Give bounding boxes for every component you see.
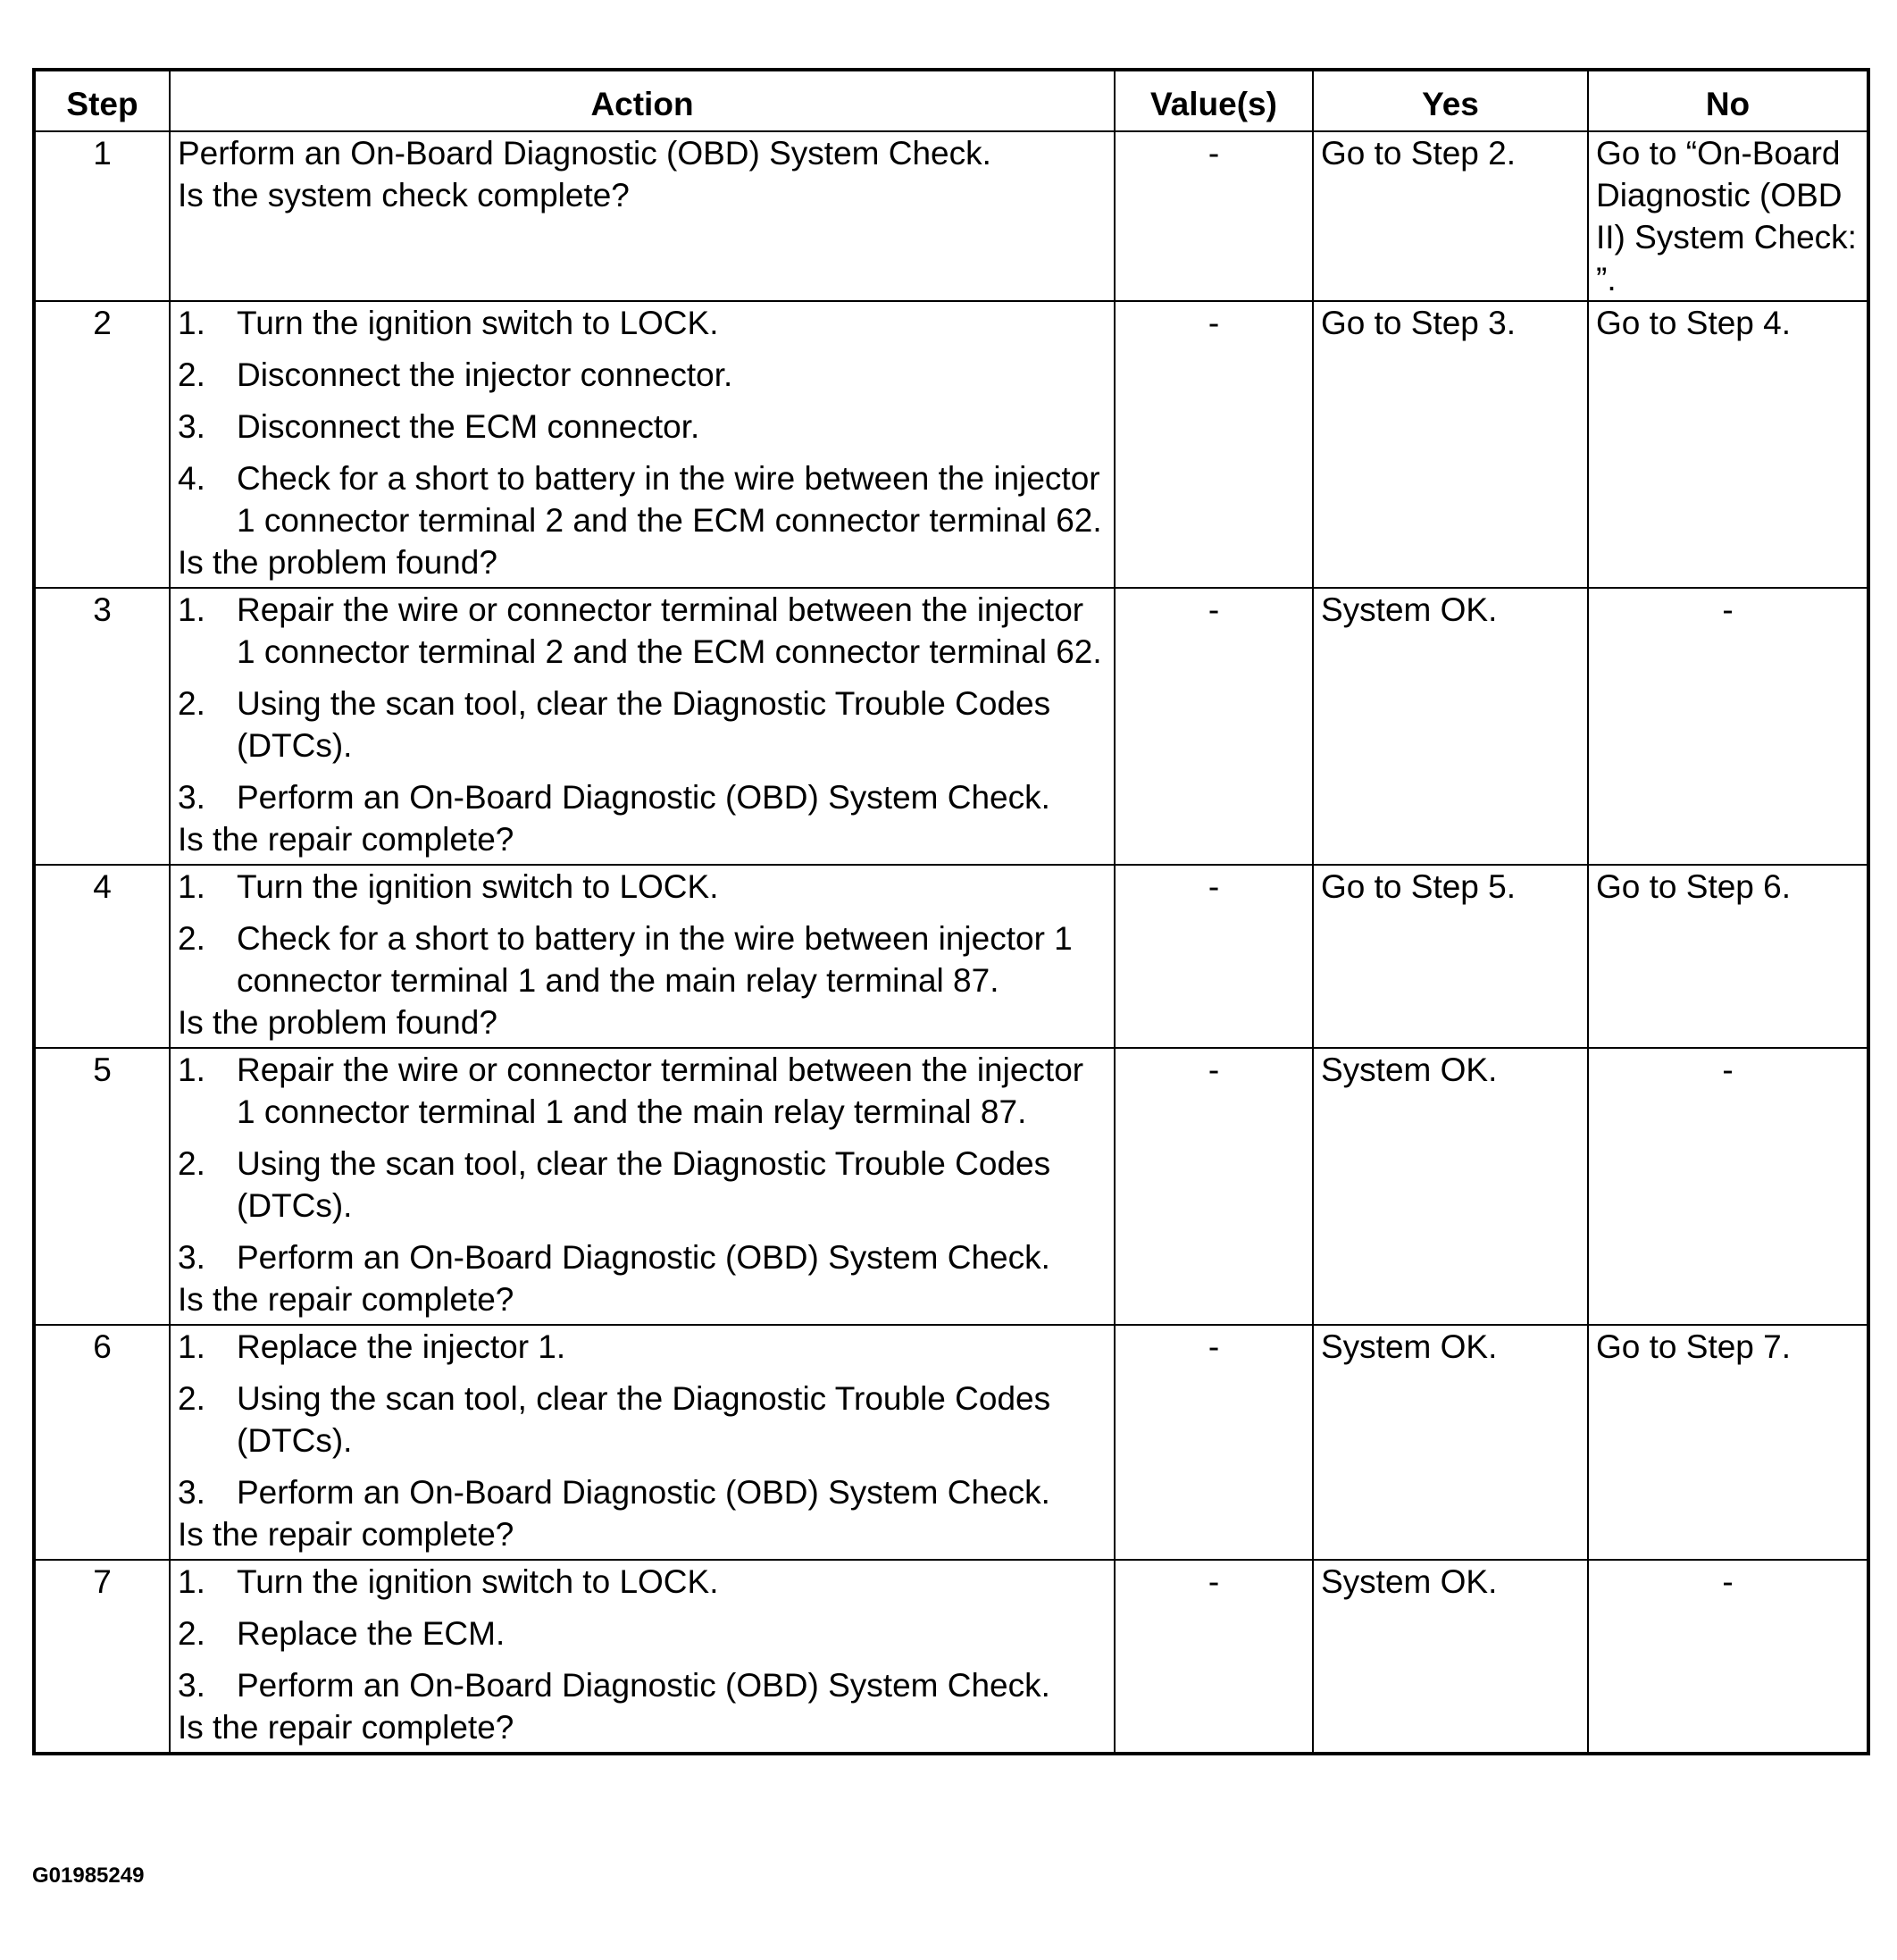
list-item	[178, 406, 1107, 448]
list-item-number: 2.	[178, 356, 205, 393]
action-question: Is the repair complete?	[178, 1281, 514, 1318]
list-item-number: 3.	[178, 1474, 205, 1511]
list-item-number: 3.	[178, 779, 205, 816]
list-item-number: 1.	[178, 868, 205, 905]
step-number: 1	[34, 131, 170, 301]
no-cell: Go to Step 6.	[1588, 865, 1868, 1048]
value-cell: -	[1115, 131, 1313, 301]
action-steps-list	[178, 302, 1107, 541]
list-item	[178, 1561, 1107, 1603]
yes-cell: System OK.	[1313, 1560, 1588, 1754]
table-row	[34, 865, 1868, 1048]
list-item-number: 3.	[178, 1239, 205, 1276]
list-item-text: Repair the wire or connector terminal between the injector 1 connector terminal 1 and the main relay terminal 87.	[237, 1051, 1084, 1130]
no-cell: -	[1588, 1560, 1868, 1754]
list-item	[178, 354, 1107, 396]
value-cell: -	[1115, 1048, 1313, 1325]
step-number: 5	[34, 1048, 170, 1325]
list-item-text: Turn the ignition switch to LOCK.	[237, 305, 719, 341]
action-steps-list	[178, 589, 1107, 818]
header-values: Value(s)	[1115, 70, 1313, 131]
table-row	[34, 1325, 1868, 1560]
list-item-text: Using the scan tool, clear the Diagnostic Trouble Codes (DTCs).	[237, 1380, 1051, 1459]
list-item-text: Disconnect the injector connector.	[237, 356, 733, 393]
value-cell: -	[1115, 588, 1313, 865]
header-yes: Yes	[1313, 70, 1588, 131]
yes-cell: System OK.	[1313, 1048, 1588, 1325]
list-item-number: 3.	[178, 1667, 205, 1704]
list-item-text: Using the scan tool, clear the Diagnostic Trouble Codes (DTCs).	[237, 1145, 1051, 1224]
list-item	[178, 776, 1107, 818]
action-steps-list	[178, 866, 1107, 1001]
list-item	[178, 589, 1107, 673]
no-cell: Go to “On-Board Diagnostic (OBD II) System Check: ”.	[1588, 131, 1868, 301]
value-cell: -	[1115, 1560, 1313, 1754]
action-question: Is the problem found?	[178, 544, 497, 581]
step-number: 3	[34, 588, 170, 865]
list-item-text: Check for a short to battery in the wire between the injector 1 connector terminal 2 and the ECM connector terminal 62.	[237, 460, 1102, 539]
yes-cell: Go to Step 2.	[1313, 131, 1588, 301]
list-item-text: Replace the injector 1.	[237, 1328, 566, 1365]
list-item-number: 2.	[178, 1145, 205, 1182]
action-cell	[170, 1325, 1115, 1560]
list-item-number: 1.	[178, 1051, 205, 1088]
action-cell	[170, 301, 1115, 588]
list-item-text: Check for a short to battery in the wire between injector 1 connector terminal 1 and the main relay terminal 87.	[237, 920, 1073, 999]
list-item-text: Turn the ignition switch to LOCK.	[237, 868, 719, 905]
list-item	[178, 1612, 1107, 1654]
action-steps-list	[178, 1326, 1107, 1513]
no-cell: Go to Step 7.	[1588, 1325, 1868, 1560]
list-item-number: 1.	[178, 591, 205, 628]
list-item-text: Disconnect the ECM connector.	[237, 408, 700, 445]
list-item	[178, 1049, 1107, 1133]
list-item-text: Perform an On-Board Diagnostic (OBD) System Check.	[237, 1667, 1050, 1704]
value-cell: -	[1115, 865, 1313, 1048]
list-item-number: 1.	[178, 1563, 205, 1600]
step-number: 6	[34, 1325, 170, 1560]
list-item	[178, 1326, 1107, 1368]
list-item-text: Using the scan tool, clear the Diagnostic Trouble Codes (DTCs).	[237, 685, 1051, 764]
diagnostic-table	[32, 68, 1870, 1755]
table-body	[34, 131, 1868, 1754]
list-item-number: 2.	[178, 1615, 205, 1652]
no-cell: -	[1588, 1048, 1868, 1325]
list-item-text: Perform an On-Board Diagnostic (OBD) System Check.	[237, 1239, 1050, 1276]
action-question: Is the repair complete?	[178, 821, 514, 858]
step-number: 2	[34, 301, 170, 588]
action-cell	[170, 1048, 1115, 1325]
table-row	[34, 1048, 1868, 1325]
list-item-number: 2.	[178, 1380, 205, 1417]
list-item-text: Perform an On-Board Diagnostic (OBD) System Check.	[237, 779, 1050, 816]
header-no: No	[1588, 70, 1868, 131]
list-item	[178, 457, 1107, 541]
action-steps-list	[178, 1049, 1107, 1278]
list-item-text: Replace the ECM.	[237, 1615, 506, 1652]
list-item-text: Repair the wire or connector terminal between the injector 1 connector terminal 2 and the ECM connector terminal 62.	[237, 591, 1102, 670]
list-item-text: Turn the ignition switch to LOCK.	[237, 1563, 719, 1600]
action-question: Is the repair complete?	[178, 1516, 514, 1553]
list-item-number: 2.	[178, 920, 205, 957]
action-question: Is the system check complete?	[178, 177, 630, 214]
action-intro: Perform an On-Board Diagnostic (OBD) System Check.	[178, 135, 991, 172]
step-number: 4	[34, 865, 170, 1048]
action-cell	[170, 131, 1115, 301]
list-item-number: 1.	[178, 1328, 205, 1365]
yes-cell: System OK.	[1313, 588, 1588, 865]
list-item	[178, 1664, 1107, 1706]
no-cell: -	[1588, 588, 1868, 865]
header-step: Step	[34, 70, 170, 131]
yes-cell: System OK.	[1313, 1325, 1588, 1560]
list-item	[178, 1378, 1107, 1462]
list-item	[178, 1236, 1107, 1278]
value-cell: -	[1115, 301, 1313, 588]
table-row	[34, 131, 1868, 301]
table-row	[34, 301, 1868, 588]
list-item	[178, 1143, 1107, 1227]
list-item-number: 2.	[178, 685, 205, 722]
table-header-row	[34, 70, 1868, 131]
no-cell: Go to Step 4.	[1588, 301, 1868, 588]
yes-cell: Go to Step 3.	[1313, 301, 1588, 588]
list-item	[178, 683, 1107, 766]
step-number: 7	[34, 1560, 170, 1754]
action-cell	[170, 588, 1115, 865]
figure-id: G01985249	[32, 1864, 145, 1888]
table-row	[34, 588, 1868, 865]
list-item	[178, 1471, 1107, 1513]
table-row	[34, 1560, 1868, 1754]
header-action: Action	[170, 70, 1115, 131]
action-cell	[170, 865, 1115, 1048]
list-item-number: 3.	[178, 408, 205, 445]
value-cell: -	[1115, 1325, 1313, 1560]
action-cell	[170, 1560, 1115, 1754]
list-item	[178, 866, 1107, 908]
list-item-number: 4.	[178, 460, 205, 497]
action-question: Is the problem found?	[178, 1004, 497, 1041]
list-item-number: 1.	[178, 305, 205, 341]
list-item	[178, 917, 1107, 1001]
list-item-text: Perform an On-Board Diagnostic (OBD) System Check.	[237, 1474, 1050, 1511]
action-steps-list	[178, 1561, 1107, 1706]
yes-cell: Go to Step 5.	[1313, 865, 1588, 1048]
action-question: Is the repair complete?	[178, 1709, 514, 1746]
list-item	[178, 302, 1107, 344]
